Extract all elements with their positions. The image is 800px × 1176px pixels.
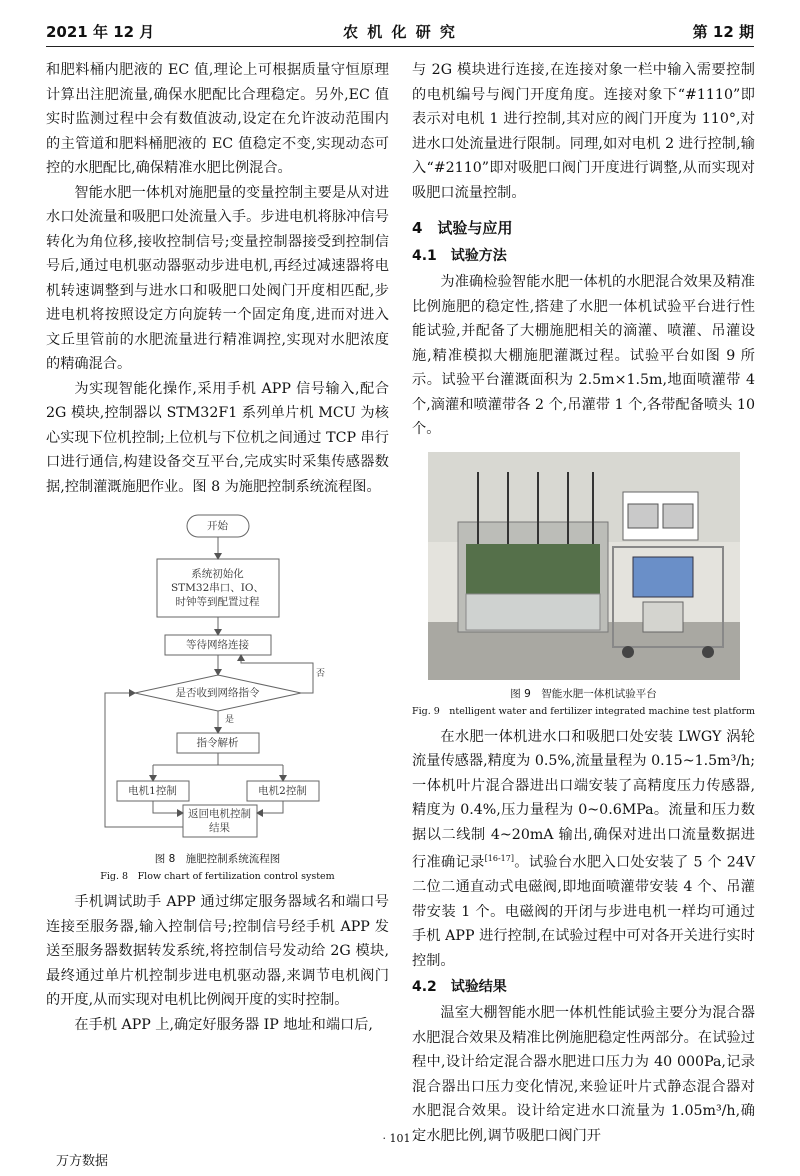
subsection-heading: 4.1 试验方法 bbox=[412, 248, 507, 264]
paragraph: 为实现智能化操作,采用手机 APP 信号输入,配合 2G 模块,控制器以 STM32F1 系列单片机 MCU 为核心实现下位机控制;上位机与下位机之间通过 TCP 串行口进行通信,构建设备交互平台,完成实时采集传感器数据,控制灌溉施肥作业。图 8 为施肥控制系统流程图。 bbox=[46, 380, 389, 495]
figure-8-caption-en: Fig. 8 Flow chart of fertilization control system bbox=[100, 871, 335, 882]
issue-number: 第 12 期 bbox=[692, 23, 754, 41]
figure-9-photo bbox=[428, 452, 740, 680]
header-date: 2021 年 12 月 bbox=[46, 23, 155, 41]
watermark: 万方数据 bbox=[56, 1154, 109, 1169]
parse-label: 指令解析 bbox=[196, 737, 239, 749]
right-column bbox=[412, 58, 755, 1148]
init-label-3: 时钟等到配置过程 bbox=[175, 596, 260, 608]
paragraph: 智能水肥一体机对施肥量的变量控制主要是从对进水口处流量和吸肥口处流量入手。步进电机将脉冲信号转化为角位移,接收控制信号;变量控制器接受到控制信号后,通过电机驱动器驱动步进电机,再经过减速器将电机转速调整到与进水口和吸肥口处阀门开度相匹配,步进电机将按照设定方向旋转一个固定角度,进而对进入文丘里管前的水肥流量进行精准调控,实现对水肥浓度的精确混合。 bbox=[46, 184, 389, 372]
paragraph: 在手机 APP 上,确定好服务器 IP 地址和端口后, bbox=[74, 1016, 373, 1033]
figure-8-caption-cn: 图 8 施肥控制系统流程图 bbox=[154, 853, 281, 865]
return-label-1: 返回电机控制 bbox=[188, 808, 251, 820]
init-label-1: 系统初始化 bbox=[191, 568, 244, 580]
paragraph: 为准确检验智能水肥一体机的水肥混合效果及精准比例施肥的稳定性,搭建了水肥一体机试验平台进行性能试验,并配备了大棚施肥相关的滴灌、喷灌、吊灌设施,精准模拟大棚施肥灌溉过程。试验平台如图 9 所示。试验平台灌溉面积为 2.5m×1.5m,地面喷灌带 4 个,滴灌和喷灌带各 2 个,吊灌带 1 个,各带配备喷头 10 个。 bbox=[412, 274, 755, 437]
left-column bbox=[46, 58, 389, 1037]
page-number: · 101 · bbox=[382, 1132, 418, 1145]
motor1-label: 电机1控制 bbox=[128, 785, 177, 797]
citation: [16-17] bbox=[484, 854, 514, 863]
subsection-heading: 4.2 试验结果 bbox=[412, 979, 507, 996]
paragraph: 温室大棚智能水肥一体机性能试验主要分为混合器水肥混合效果及精准比例施肥稳定性两部分。在试验过程中,设计给定混合器水肥进口压力为 40 000Pa,记录混合器出口压力变化情况,来验证叶片式静态混合器对水肥混合效果。设计给定进水口流量为 1.05m³/h,确定水肥比例,调节吸肥口阀门开 bbox=[412, 1005, 755, 1144]
yes-label: 是 bbox=[224, 715, 234, 725]
paragraph: 和肥料桶内肥液的 EC 值,理论上可根据质量守恒原理计算出注肥流量,确保水肥配比合理稳定。另外,EC 值实时监测过程中会有数值波动,设定在允许波动范围内的主管道和肥料桶肥液的 EC 值稳定不变,实现动态可控的水肥配比,确保精准水肥比例混合。 bbox=[46, 62, 389, 176]
running-header bbox=[46, 18, 754, 47]
figure-8-flowchart bbox=[91, 507, 345, 845]
figure-9-caption-en: Fig. 9 ntelligent water and fertilizer integrated machine test platform bbox=[412, 705, 755, 717]
paragraph bbox=[412, 725, 755, 974]
journal-title: 农 机 化 研 究 bbox=[343, 23, 457, 41]
decision-label: 是否收到网络指令 bbox=[175, 687, 260, 699]
paragraph-text: 。试验台水肥入口处安装了 5 个 24V 二位二通直动式电磁阀,即地面喷灌带安装 4 个、吊灌带安装 1 个。电磁阀的开闭与步进电机一样均可通过手机 APP 进行控制,在试验过程中可对各开关进行实时控制。 bbox=[412, 854, 755, 969]
wait-label: 等待网络连接 bbox=[186, 639, 249, 651]
init-label-2: STM32串口、IO、 bbox=[170, 582, 265, 594]
section-heading: 4 试验与应用 bbox=[412, 219, 513, 237]
start-label: 开始 bbox=[207, 520, 228, 532]
paragraph-text: 在水肥一体机进水口和吸肥口处安装 LWGY 涡轮流量传感器,精度为 0.5%,流量量程为 0.15~1.5m³/h;一体机叶片混合器进出口端安装了高精度压力传感器,精度为 0.4%,压力量程为 0~0.6MPa。流量和压力数据以二线制 4~20mA 输出,确保对进出口流量数据进行准确记录 bbox=[412, 728, 755, 871]
return-label-2: 结果 bbox=[209, 822, 230, 834]
paragraph: 与 2G 模块进行连接,在连接对象一栏中输入需要控制的电机编号与阀门开度角度。连接对象下“#1110”即表示对电机 1 进行控制,其对应的阀门开度为 110°,对进水口处流量进行限制。同理,如对电机 2 进行控制,输入“#2110”即对吸肥口阀门开度进行调整,从而实现对吸肥口流量控制。 bbox=[412, 62, 755, 201]
motor2-label: 电机2控制 bbox=[258, 785, 307, 797]
figure-9-caption-cn: 图 9 智能水肥一体机试验平台 bbox=[510, 687, 657, 700]
no-label: 否 bbox=[315, 669, 325, 679]
paragraph: 手机调试助手 APP 通过绑定服务器域名和端口号连接至服务器,输入控制信号;控制信号经手机 APP 发送至服务器数据转发系统,将控制信号发动给 2G 模块,最终通过单片机控制步进电机驱动器,来调节电机阀门的开度,从而实现对电机比例阀开度的实时控制。 bbox=[46, 894, 389, 1008]
test-platform-illustration bbox=[428, 452, 740, 680]
